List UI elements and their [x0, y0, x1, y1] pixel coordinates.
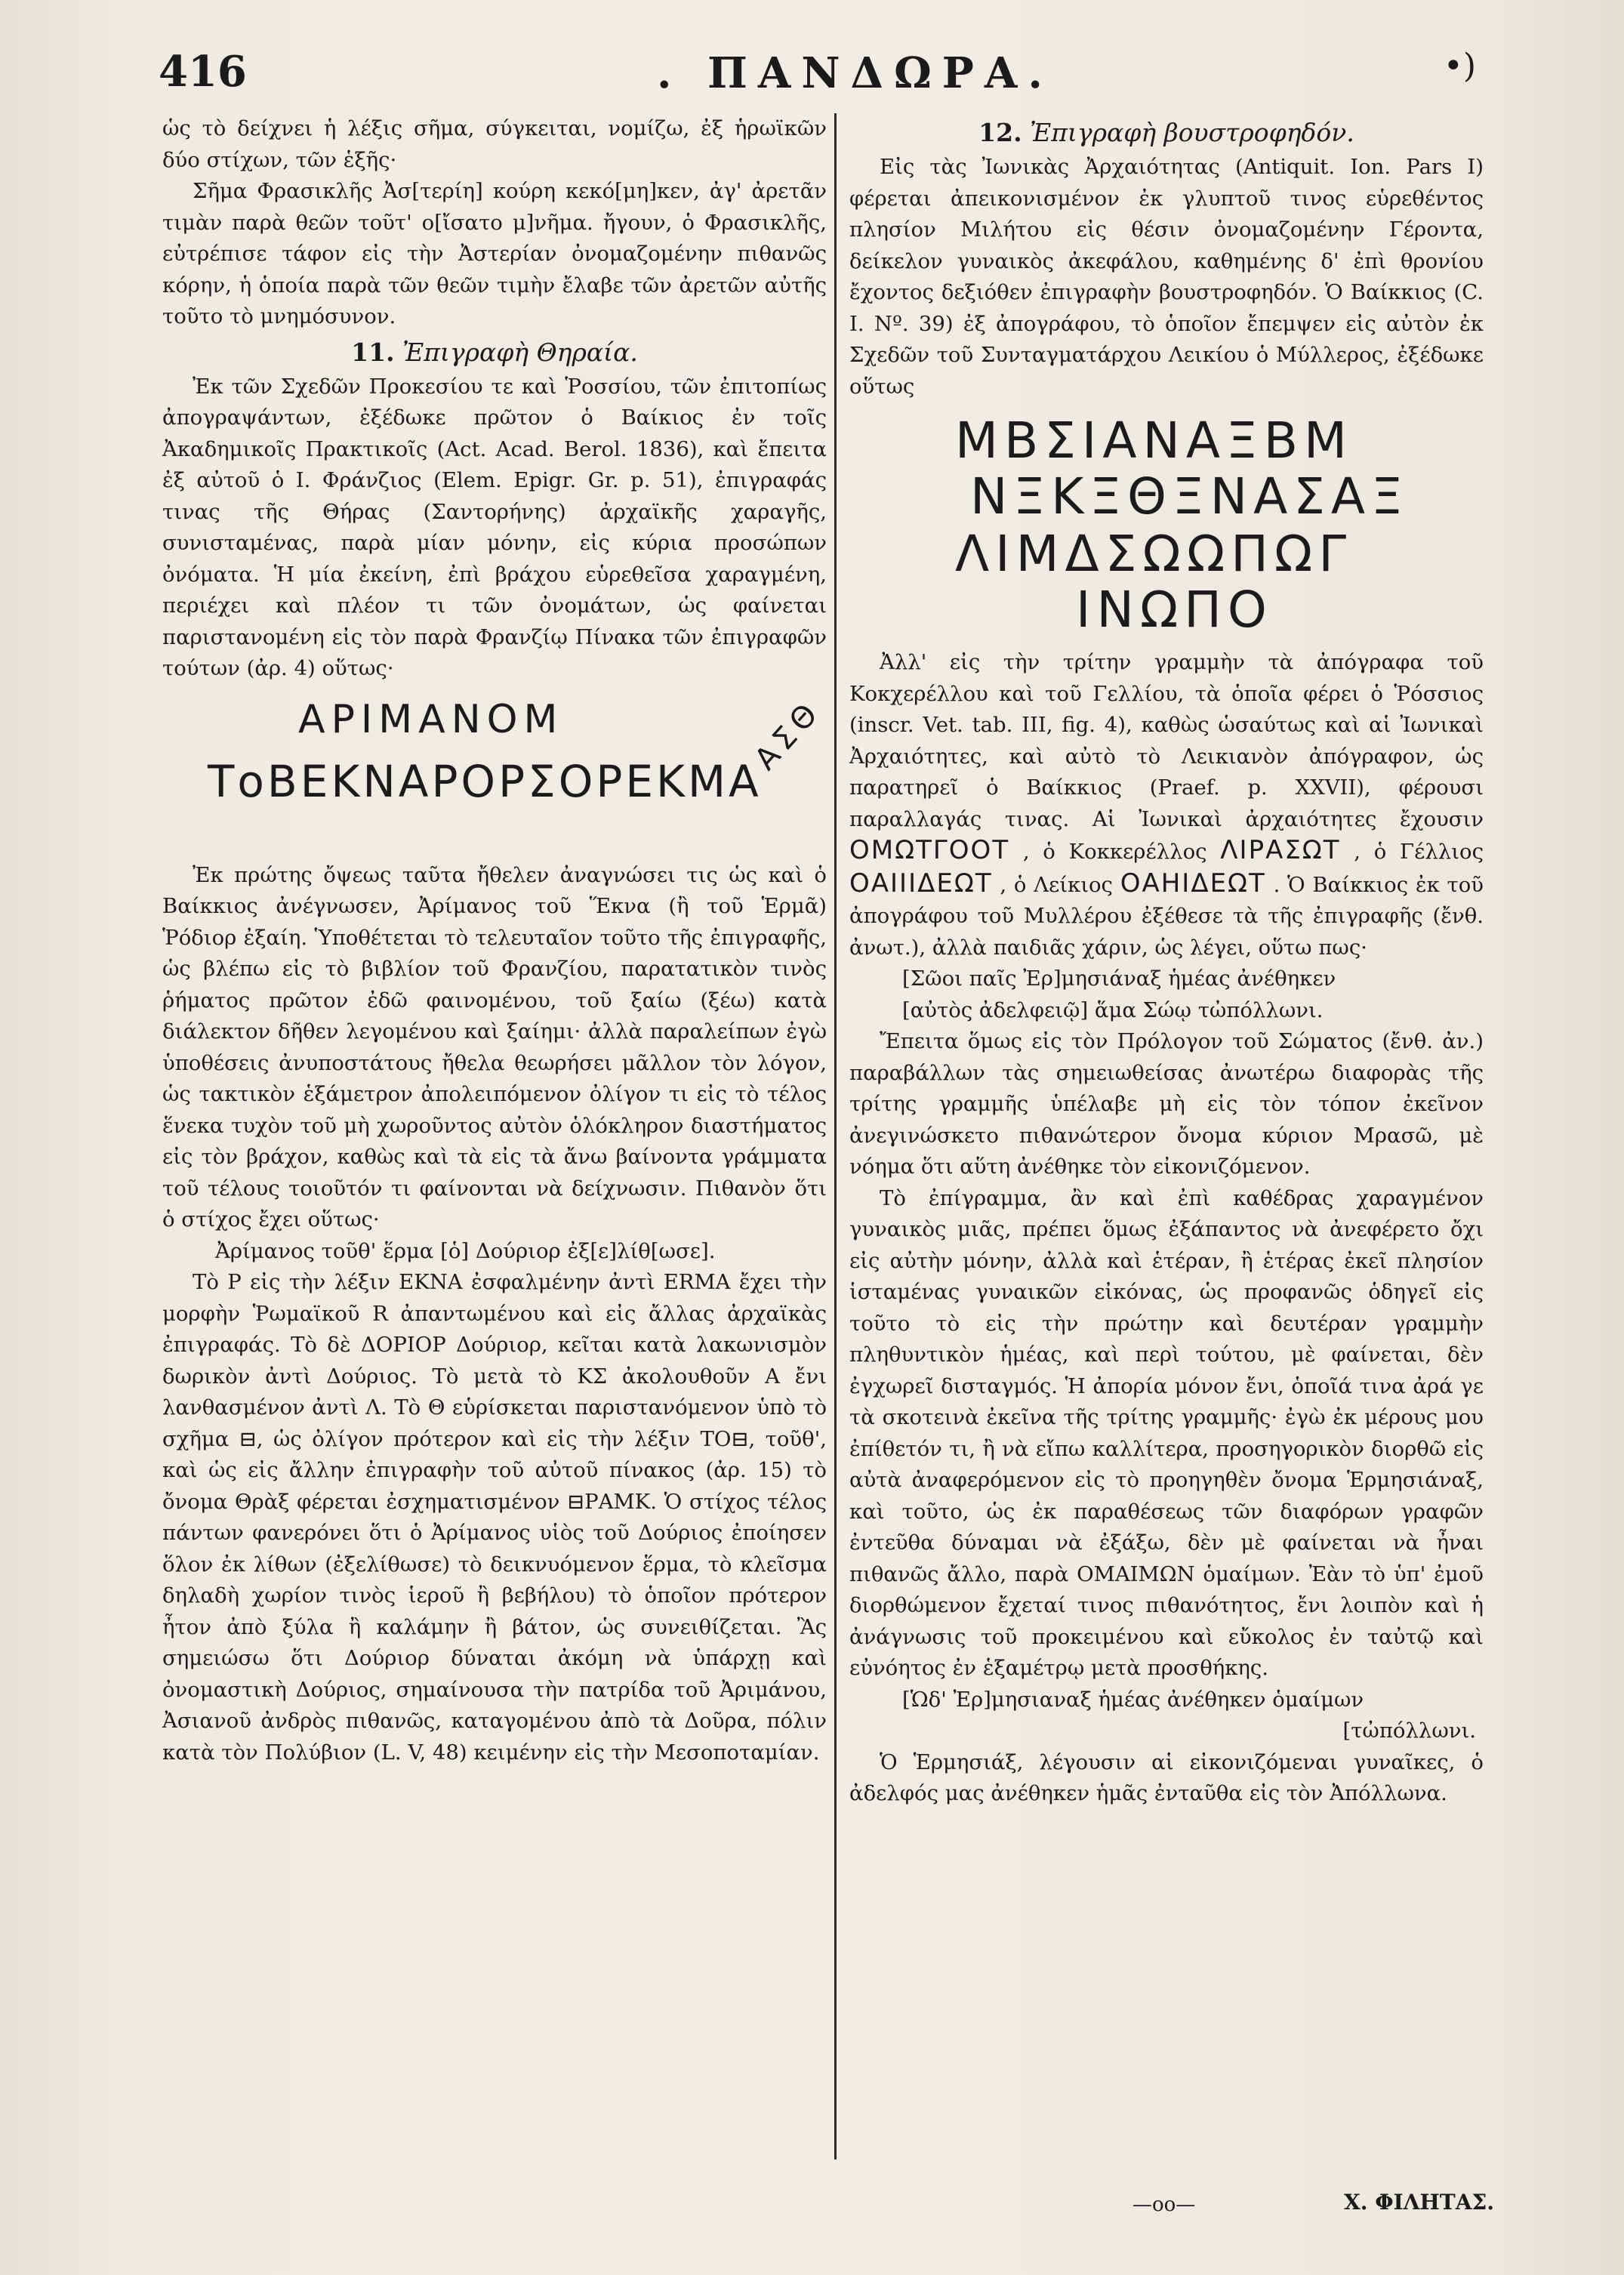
paragraph: Ἐκ πρώτης ὄψεως ταῦτα ἤθελεν ἀναγνώσει τις ὡς καὶ ὁ Βαίκκιος ἀνέγνωσεν, Ἀρίμανος τοῦ Ἕκνα (ἢ τοῦ Ἑρμᾶ) Ῥόδιορ ἐξαίη. Ὑποθέτεται τὸ τελευταῖον τοῦτο τῆς ἐπιγραφῆς, ὡς βλέπω εἰς τὸ βιβλίον τοῦ Φρανζίου, παρατατικὸν τινὸς ῥήματος πρῶτον ἐδῶ φαινομένου, τοῦ ξαίω (ξέω) κατὰ διάλεκτον δῆθεν λεγομένου καὶ ξαίημι· ἀλλὰ παραλείπων ἐγὼ ὑποθέσεις ἀνυποστάτους ἤθελα θεωρήσει μᾶλλον τὸν λόγον, ὡς τακτικὸν ἑξάμετρον ἀπολειπόμενον ὀλίγον τι εἰς τὸ τέλος ἕνεκα τυχὸν τοῦ μὴ χωροῦντος αὐτὸν ὁλόκληρον διαστήματος εἰς τὸν βράχον, καθὼς καὶ τὰ εἰς τὰ ἄνω βαίνοντα γράμματα τοῦ τέλους τοιοῦτόν τι φαίνονται νὰ δείχνωσιν. Πιθανὸν ὅτι ὁ στίχος ἔχει οὕτως·: [162, 862, 827, 1232]
inscription-boustrophedon: [849, 405, 1484, 640]
right-column: [849, 113, 1484, 1810]
variant-glyphs: ΛΙΡΑΣΩΤ: [1220, 835, 1341, 865]
paragraph: Ὁ Ἑρμησιάξ, λέγουσιν αἱ εἰκονιζόμεναι γυναῖκες, ὁ ἀδελφός μας ἀνέθηκεν ἡμᾶς ἐνταῦθα εἰς τὸν Ἀπόλλωνα.: [849, 1749, 1484, 1805]
variant-glyphs: ΟΑΗΙΔΕΩΤ: [1120, 868, 1266, 899]
verse-line: Ἀρίμανος τοῦθ' ἕρμα [ὁ] Δούριορ ἐξ[ε]λίθ[ωσε].: [215, 1238, 716, 1263]
text-run: , ὁ Γέλλιος: [1354, 840, 1484, 864]
section-title: Ἐπιγραφὴ Θηραία.: [402, 337, 638, 367]
verse-line: [Ὡδ' Ἐρ]μησιαναξ ἡμέας ἀνέθηκεν ὁμαίμων: [902, 1687, 1364, 1712]
inscription-line: ΑΣΘ: [747, 692, 829, 777]
running-header: [159, 47, 1476, 107]
inscription-line: ΝΞΚΞΘΞΝΑΣΑΞ: [970, 467, 1409, 526]
paragraph: ὡς τὸ δείχνει ἡ λέξις σῆμα, σύγκειται, νομίζω, ἐξ ἡρωϊκῶν δύο στίχων, τῶν ἑξῆς·: [162, 116, 827, 172]
text-run: Ἀλλ' εἰς τὴν τρίτην γραμμὴν τὰ ἀπόγραφα τοῦ Κοκχερέλλου καὶ τοῦ Γελλίου, τὰ ὁποῖα φέρει ὁ Ῥόσσιος (inscr. Vet. tab. III, fig. 4), καθὼς ὡσαύτως καὶ αἱ Ἰωνικαὶ Ἀρχαιότητες, καὶ αὐτὸ τὸ Λεικιανὸν ἀπόγραφον, ὡς παρατηρεῖ ὁ Βαίκκιος (Praef. p. XXVII), φέρουσι παραλλαγάς τινας. Αἱ Ἰωνικαὶ ἀρχαιότητες ἔχουσιν: [849, 650, 1484, 831]
paragraph: Εἰς τὰς Ἰωνικὰς Ἀρχαιότητας (Antiquit. Ion. Pars I) φέρεται ἀπεικονισμένον ἐκ γλυπτοῦ τινος εὑρεθέντος πλησίον Μιλήτου εἰς θέσιν ὀνομαζομένην Γέροντα, δείκελον γυναικὸς ἀκεφάλου, καθημένης δ' ἐπὶ θρονίου ἔχοντος δεξιόθεν ἐπιγραφὴν βουστροφηδόν. Ὁ Βαίκκιος (C. I. Nº. 39) ἐξ ἀπογράφου, τὸ ὁποῖον ἔπεμψεν εἰς αὐτὸν ἐκ Σχεδῶν τοῦ Συνταγματάρχου Λεικίου ὁ Μύλλερος, ἐξέδωκε οὕτως: [849, 155, 1484, 399]
journal-title: . ΠΑΝΔΩΡΑ.: [657, 48, 1053, 98]
inscription-line: ΛΙΜΔΣΩΩΠΩΓ: [955, 525, 1353, 583]
paragraph: Τὸ Ρ εἰς τὴν λέξιν ΕΚΝΑ ἐσφαλμένην ἀντὶ ERMA ἔχει τὴν μορφὴν Ῥωμαϊκοῦ R ἀπαντωμένου καὶ εἰς ἄλλας ἀρχαϊκὰς ἐπιγραφάς. Τὸ δὲ ΔΟΡΙΟΡ Δούριορ, κεῖται κατὰ λακωνισμὸν δωρικὸν ἀντὶ Δούριος. Τὸ μετὰ τὸ ΚΣ ἀκολουθοῦν Α ἔνι λανθασμένον ἀντὶ Λ. Τὸ Θ εὑρίσκεται παριστανόμενον ὑπὸ τὸ σχῆμα ⊟, ὡς ὀλίγον πρότερον καὶ εἰς τὴν λέξιν ΤΟ⊟, τοῦθ', καὶ ὡς εἰς ἄλλην ἐπιγραφὴν τοῦ αὐτοῦ πίνακος (ἀρ. 15) τὸ ὄνομα Θρὰξ φέρεται ἐσχηματισμένον ⊟ΡΑΜΚ. Ὁ στίχος τέλος πάντων φανερόνει ὅτι ὁ Ἀρίμανος υἱὸς τοῦ Δούριος ἐποίησεν ὅλον ἐκ λίθων (ἐξελίθωσε) τὸ δεικνυόμενον ἕρμα, τὸ κλεῖσμα δηλαδὴ χωρίον τινὸς ἱεροῦ ἢ βεβήλου) τὸ ὁποῖον πρότερον ἦτον ἀπὸ ξύλα ἢ καλάμην ἢ βάτον, ὡς συνειθίζεται. Ἂς σημειώσω ὅτι Δούριορ δύναται ἀκόμη νὰ ὑπάρχῃ καὶ ὀνομαστικὴ Δούριος, σημαίνουσα τὴν πατρίδα τοῦ Ἀριμάνου, Ἀσιανοῦ ἀνδρὸς πιθανῶς, καταγομένου ἀπὸ τὰ Δοῦρα, πόλιν κατὰ τὸν Πολύβιον (L. V, 48) κειμένην εἰς τὴν Μεσοποταμίαν.: [162, 1270, 827, 1765]
inscription-line: ΙΝΩΠΟ: [1076, 581, 1273, 639]
variant-glyphs: ΟΜΩΤΓΟΟΤ: [849, 835, 1010, 865]
verse-line: [αὐτὸς ἀδελφειῷ] ἅμα Σώῳ τὠπόλλωνι.: [902, 997, 1324, 1022]
corner-mark: •): [1443, 47, 1476, 85]
section-number: 12.: [978, 118, 1022, 147]
text-run: . Ὁ Βαίκκιος ἐκ τοῦ ἀπογράφου τοῦ Μυλλέρου ἐξέθεσε τὰ τῆς ἐπιγραφῆς (ἔνθ. ἀνωτ.), ἀλλὰ παιδιᾶς χάριν, ὡς λέγει, οὕτω πως·: [849, 872, 1484, 960]
text-run: , ὁ Λείκιος: [1000, 872, 1113, 897]
variant-glyphs: ΟΑΙΙΙΔΕΩΤ: [849, 868, 993, 899]
paragraph: Ἔπειτα ὅμως εἰς τὸν Πρόλογον τοῦ Σώματος (ἔνθ. ἀν.) παραβάλλων τὰς σημειωθείσας ἀνωτέρω διαφορὰς τῆς τρίτης γραμμῆς ὑπέλαβε μὴ εἰς τὸν τόπον ἐκεῖνον ἀνεγινώσκετο πιθανώτερον ὄνομα κύριον Μρασῶ, μὲ νόημα ὅτι αὕτη ἀνέθηκε τὸν εἰκονιζόμενον.: [849, 1029, 1484, 1179]
author-signature: Χ. ΦΙΛΗΤΑΣ.: [1344, 2190, 1494, 2215]
paragraph: Ἐκ τῶν Σχεδῶν Προκεσίου τε καὶ Ῥοσσίου, τῶν ἐπιτοπίως ἀπογραψάντων, ἐξέδωκε πρῶτον ὁ Βαίκιος ἐν τοῖς Ἀκαδημικοῖς Πρακτικοῖς (Act. Acad. Berol. 1836), καὶ ἔπειτα ἐξ αὐτοῦ ὁ Ι. Φράνζιος (Elem. Epigr. Gr. p. 51), ἐπιγραφάς τινας τῆς Θήρας (Σαντορήνης) ἀρχαϊκῆς χαραγῆς, συνισταμένας, παρὰ μίαν μόνην, εἰς κύρια προσώπων ὀνόματα. Ἡ μία ἐκείνη, ἐπὶ βράχου εὑρεθεῖσα χαραγμένη, περιέχει καὶ πλέον τι τῶν ὀνομάτων, ὡς φαίνεται παριστανομένη εἰς τὸν παρὰ Φρανζίῳ Πίνακα τῶν ἐπιγραφῶν τούτων (ἀρ. 4) οὕτως·: [162, 374, 827, 680]
left-column: [162, 113, 827, 1768]
verse-line: [τὠπόλλωνι.: [1342, 1719, 1476, 1743]
end-ornament: —oo—: [1132, 2193, 1196, 2216]
section-heading-12: [849, 118, 1484, 147]
inscription-thera: [162, 689, 827, 855]
section-title: Ἐπιγραφὴ βουστροφηδόν.: [1030, 118, 1354, 147]
inscription-line: ΜΒΣΙΑΝΑΞΒΜ: [955, 412, 1353, 470]
text-run: , ὁ Κοκκερέλλος: [1022, 840, 1207, 864]
paragraph: Τὸ ἐπίγραμμα, ἂν καὶ ἐπὶ καθέδρας χαραγμένον γυναικὸς μιᾶς, πρέπει ὅμως ἐξάπαντος νὰ ἀνεφέρετο ὄχι εἰς αὐτὴν μόνην, ἀλλὰ καὶ ἑτέραν, ἢ ἑτέρας ἐκεῖ πλησίον ἱσταμένας γυναικῶν εἰκόνας, ὡς προφανῶς ὁδηγεῖ εἰς τοῦτο τὸ εἰς τὴν πρώτην καὶ δευτέραν γραμμὴν πληθυντικὸν ἡμέας, καὶ περὶ τούτου, μὲ φαίνεται, δὲν ἐγχωρεῖ δισταγμός. Ἡ ἀπορία μόνον ἔνι, ὁποῖά τινα ἀρά γε τὰ σκοτεινὰ ἐκεῖνα τῆς τρίτης γραμμῆς· ἐγὼ ἐκ μέρους μου ἐπίθετόν τι, ἢ νὰ εἴπω καλλίτερα, προσηγορικὸν διορθῶ εἰς αὐτὰ ἀναφερόμενον εἰς τὸ προηγηθὲν ὄνομα Ἑρμησιάναξ, καὶ τοῦτο, ὡς ἐκ παραθέσεως τῶν διαφόρων γραφῶν ἐντεῦθα δύναμαι νὰ ἐξάξω, δὲν μὲ φαίνεται νὰ ἦναι πιθανῶς ἄλλο, παρὰ ΟΜΑΙΜΩΝ ὁμαίμων. Ἐὰν τὸ ὑπ' ἐμοῦ διορθώμενον ἔχεταί τινος πιθανότητος, ἔνι λοιπὸν καὶ ἡ ἀνάγνωσις τοῦ προκειμένου καὶ εὔκολος ἐν ταὐτῷ καὶ εὐνόητος ἐν ἑξαμέτρῳ μετὰ προσθήκης.: [849, 1185, 1484, 1680]
column-divider: [834, 113, 837, 2159]
page-number: 416: [159, 47, 247, 97]
inscription-line: ΑΡΙΜΑΝΟΜ: [298, 696, 564, 742]
paragraph: Σῆμα Φρασικλῆς Ἀσ[τερίη] κούρη κεκό[μη]κεν, ἀγ' ἀρετᾶν τιμὰν παρὰ θεῶν τοῦτ' ο[ἴσατο μ]νῆμα. ἤγουν, ὁ Φρασικλῆς, εὐτρέπισε τάφον εἰς τὴν Ἀστερίαν ὀνομαζομένην πιθανῶς κόρην, ἡ ὁποία παρὰ τῶν θεῶν τιμὴν ἔλαβε τῶν ἀρετῶν αὐτῆς τοῦτο τὸ μνημόσυνον.: [162, 179, 827, 328]
section-number: 11.: [351, 337, 395, 367]
section-heading-11: [162, 338, 827, 367]
verse-line: [Σῶοι παῖς Ἐρ]μησιάναξ ἡμέας ἀνέθηκεν: [902, 966, 1336, 991]
paragraph-variants: [849, 647, 1484, 963]
inscription-line: ΤοΒΕΚΝΑΡΟΡΣΟΡΕΚΜΑ: [208, 755, 762, 807]
